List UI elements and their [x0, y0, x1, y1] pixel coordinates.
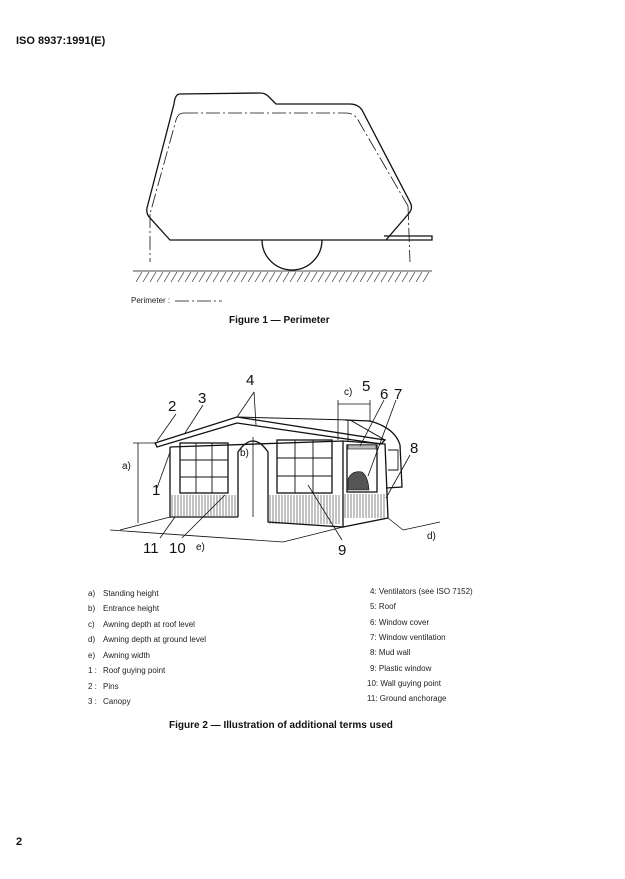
callout-6: 6 — [380, 386, 389, 403]
legend-key: a) — [88, 589, 96, 598]
legend-text: Awning width — [103, 651, 150, 660]
hatch-line — [234, 272, 240, 282]
hatch-line — [332, 272, 338, 282]
hatch-line — [241, 272, 247, 282]
figure-2-caption: Figure 2 — Illustration of additional terms used — [169, 720, 393, 731]
hatch-line — [255, 272, 261, 282]
legend-text: Awning depth at ground level — [103, 635, 207, 644]
legend-key: b) — [88, 604, 96, 613]
callout-e: e) — [196, 542, 205, 553]
callout-d: d) — [427, 531, 436, 542]
callout-8: 8 — [410, 440, 419, 457]
hatch-line — [136, 272, 142, 282]
left-window — [180, 443, 228, 493]
hatch-line — [178, 272, 184, 282]
figure-2-awning-drawing — [155, 417, 402, 527]
hatch-line — [346, 272, 352, 282]
right-window — [277, 440, 332, 493]
hatch-line — [213, 272, 219, 282]
callout-9: 9 — [338, 542, 347, 559]
hatch-line — [360, 272, 366, 282]
callout-c: c) — [344, 387, 353, 398]
callout-3: 3 — [198, 390, 207, 407]
hatch-line — [192, 272, 198, 282]
wheel — [262, 240, 322, 270]
hatch-line — [374, 272, 380, 282]
hatch-line — [143, 272, 149, 282]
hatch-line — [276, 272, 282, 282]
hatch-line — [339, 272, 345, 282]
hatch-line — [220, 272, 226, 282]
legend-item: 8: Mud wall — [370, 648, 411, 657]
hatch-line — [206, 272, 212, 282]
legend-key: d) — [88, 635, 96, 644]
callout-a: a) — [122, 461, 131, 472]
figure-1-caption: Figure 1 — Perimeter — [229, 315, 330, 326]
callout-7: 7 — [394, 386, 403, 403]
legend-key: c) — [88, 620, 95, 629]
hatch-line — [185, 272, 191, 282]
hatch-line — [318, 272, 324, 282]
hatch-line — [150, 272, 156, 282]
hatch-line — [262, 272, 268, 282]
legend-text: Roof guying point — [103, 666, 166, 675]
caravan-outline — [147, 93, 412, 240]
legend-key: 1 : — [88, 666, 97, 675]
legend-key: e) — [88, 651, 96, 660]
hatch-line — [381, 272, 387, 282]
legend-text: Pins — [103, 682, 119, 691]
document-header: ISO 8937:1991(E) — [16, 35, 106, 47]
hatch-line — [290, 272, 296, 282]
legend-text: Entrance height — [103, 604, 160, 613]
ground-hatching — [136, 272, 429, 282]
callout-2: 2 — [168, 398, 177, 415]
callout-11: 11 — [143, 540, 159, 557]
hatch-line — [164, 272, 170, 282]
hatch-line — [353, 272, 359, 282]
hatch-line — [248, 272, 254, 282]
callout-5: 5 — [362, 378, 371, 395]
legend-item: 4: Ventilators (see ISO 7152) — [370, 587, 473, 596]
hatch-line — [388, 272, 394, 282]
legend-text: Awning depth at roof level — [103, 620, 195, 629]
perimeter-legend-label: Perimeter : — [131, 296, 171, 305]
legend-item: 11: Ground anchorage — [367, 694, 447, 703]
hatch-line — [157, 272, 163, 282]
drawbar — [384, 236, 432, 240]
hatch-line — [367, 272, 373, 282]
hatch-line — [423, 272, 429, 282]
dimension-lines — [110, 392, 440, 542]
hatch-line — [171, 272, 177, 282]
legend-item: 9: Plastic window — [370, 664, 432, 673]
mud-wall-lines — [172, 494, 384, 524]
hatch-line — [325, 272, 331, 282]
legend-text: Canopy — [103, 697, 131, 706]
hatch-line — [402, 272, 408, 282]
hatch-line — [409, 272, 415, 282]
callout-1: 1 — [152, 482, 161, 499]
hatch-line — [283, 272, 289, 282]
legend-item: 7: Window ventilation — [370, 633, 446, 642]
hatch-line — [416, 272, 422, 282]
callout-4: 4 — [246, 372, 255, 389]
hatch-line — [297, 272, 303, 282]
legend-text: Standing height — [103, 589, 159, 598]
hatch-line — [395, 272, 401, 282]
legend-item: 5: Roof — [370, 602, 396, 611]
hatch-line — [311, 272, 317, 282]
callout-10: 10 — [169, 540, 186, 557]
hatch-line — [269, 272, 275, 282]
legend-item: 6: Window cover — [370, 618, 430, 627]
page-number: 2 — [16, 836, 23, 848]
hatch-line — [199, 272, 205, 282]
hatch-line — [227, 272, 233, 282]
legend-key: 2 : — [88, 682, 97, 691]
legend-item: 10: Wall guying point — [367, 679, 441, 688]
hatch-line — [304, 272, 310, 282]
legend-key: 3 : — [88, 697, 97, 706]
callout-b: b) — [240, 448, 249, 459]
